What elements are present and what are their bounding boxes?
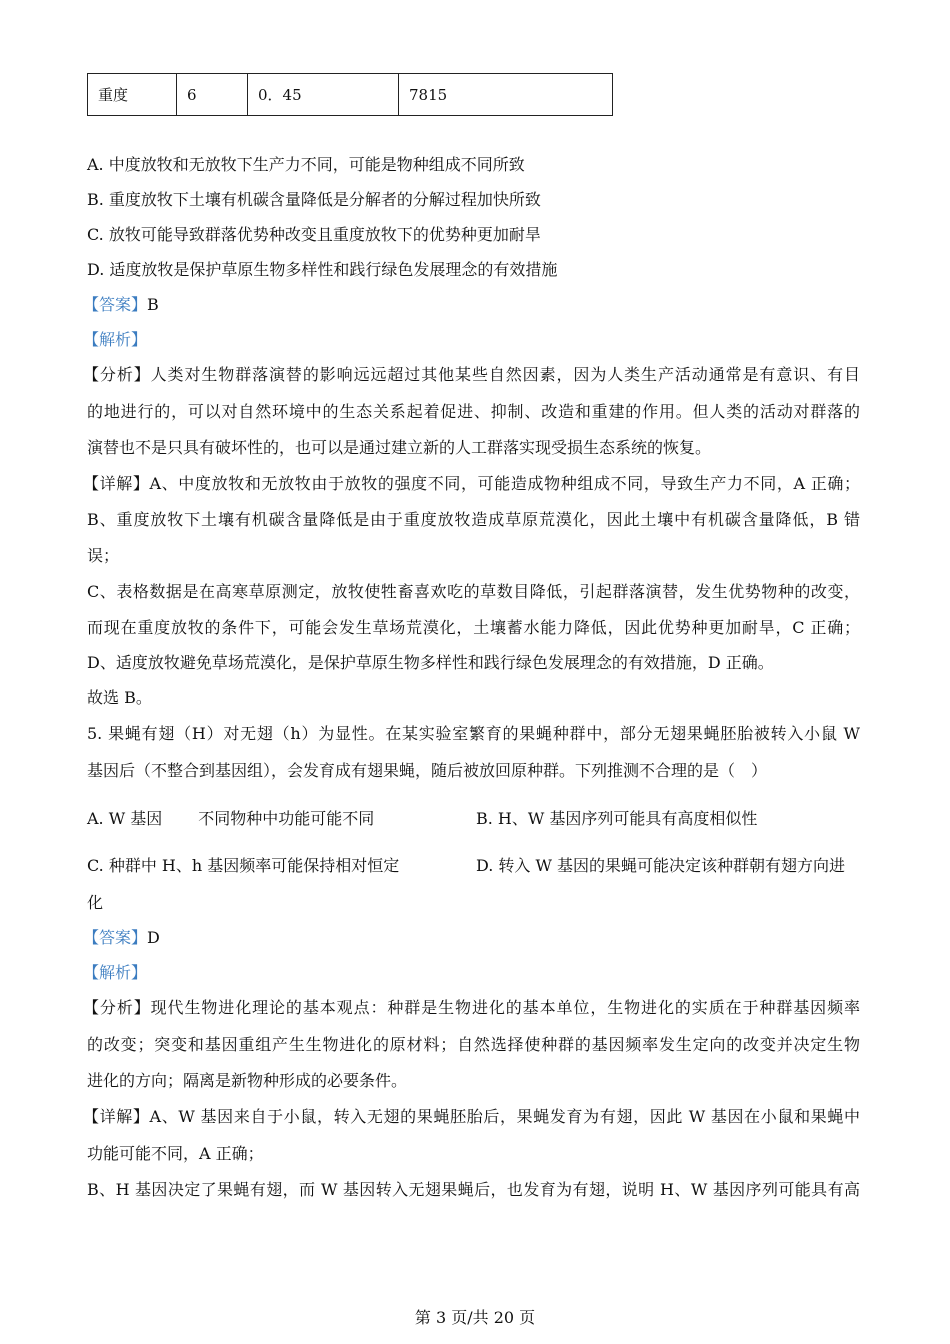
q4-xiangjie-line: C、表格数据是在高寒草原测定，放牧使牲畜喜欢吃的草数目降低，引起群落演替，发生优势物种的改变， xyxy=(87,582,860,601)
q5-xiangjie-line: B、H 基因决定了果蝇有翅，而 W 基因转入无翅果蝇后，也发育为有翅，说明 H、W 基因序列可能具有高 xyxy=(87,1180,860,1199)
option-a-text: 不同物种中功能可能不同 xyxy=(198,809,375,828)
q5-answer xyxy=(83,928,160,948)
q5-option-b: B. H、W 基因序列可能具有高度相似性 xyxy=(476,809,758,828)
q4-option-a: A. 中度放牧和无放牧下生产力不同，可能是物种组成不同所致 xyxy=(87,155,525,174)
q5-option-d: D. 转入 W 基因的果蝇可能决定该种群朝有翅方向进 xyxy=(476,856,846,875)
option-a-prefix: A. W 基因 xyxy=(87,809,163,828)
q5-xiangjie-line: 功能可能不同，A 正确； xyxy=(87,1144,264,1163)
q5-option-a xyxy=(87,809,374,829)
q4-xiangjie-line: B、重度放牧下土壤有机碳含量降低是由于重度放牧造成草原荒漠化，因此土壤中有机碳含量降低，B 错 xyxy=(87,510,860,529)
q5-fenxi-line: 【分析】现代生物进化理论的基本观点：种群是生物进化的基本单位，生物进化的实质在于种群基因频率 xyxy=(83,998,860,1017)
q5-fenxi-line: 的改变；突变和基因重组产生生物进化的原材料；自然选择使种群的基因频率发生定向的改变并决定生物 xyxy=(87,1035,860,1054)
table-cell: 0．45 xyxy=(248,74,399,116)
table-cell: 重度 xyxy=(88,74,177,116)
q4-option-d: D. 适度放牧是保护草原生物多样性和践行绿色发展理念的有效措施 xyxy=(87,260,558,279)
q5-stem-line: 5. 果蝇有翅（H）对无翅（h）为显性。在某实验室繁育的果蝇种群中，部分无翅果蝇胚胎被转入小鼠 W xyxy=(87,724,860,743)
q4-option-b: B. 重度放牧下土壤有机碳含量降低是分解者的分解过程加快所致 xyxy=(87,190,541,209)
table-cell: 7815 xyxy=(399,74,613,116)
q5-xiangjie-line: 【详解】A、W 基因来自于小鼠，转入无翅的果蝇胚胎后，果蝇发育为有翅，因此 W 基因在小鼠和果蝇中 xyxy=(83,1107,860,1126)
q4-xiangjie-line: 而现在重度放牧的条件下，可能会发生草场荒漠化，土壤蓄水能力降低，因此优势种更加耐旱，C 正确； xyxy=(87,618,860,637)
q4-analysis-label: 【解析】 xyxy=(83,330,148,349)
answer-label: 【答案】 xyxy=(83,928,148,947)
q4-xiangjie-line: D、适度放牧避免草场荒漠化，是保护草原生物多样性和践行绿色发展理念的有效措施，D 正确。 xyxy=(87,653,774,672)
q4-conclusion: 故选 B。 xyxy=(87,688,152,707)
q4-xiangjie-line: 误； xyxy=(87,546,120,565)
q4-option-c: C. 放牧可能导致群落优势种改变且重度放牧下的优势种更加耐旱 xyxy=(87,225,541,244)
answer-value: D xyxy=(147,928,160,947)
q4-fenxi-line: 演替也不是只具有破坏性的，也可以是通过建立新的人工群落实现受损生态系统的恢复。 xyxy=(87,438,712,457)
answer-label: 【答案】 xyxy=(83,295,148,314)
q5-analysis-label: 【解析】 xyxy=(83,963,148,982)
q4-fenxi-line: 【分析】人类对生物群落演替的影响远远超过其他某些自然因素，因为人类生产活动通常是有意识、有目 xyxy=(83,365,860,384)
q5-fenxi-line: 进化的方向；隔离是新物种形成的必要条件。 xyxy=(87,1071,408,1090)
q4-xiangjie-line: 【详解】A、中度放牧和无放牧由于放牧的强度不同，可能造成物种组成不同，导致生产力不同，A 正确； xyxy=(83,474,860,493)
table-cell: 6 xyxy=(177,74,248,116)
q5-stem-line: 基因后（不整合到基因组），会发育成有翅果蝇，随后被放回原种群。下列推测不合理的是（ ） xyxy=(87,761,768,780)
q5-option-c: C. 种群中 H、h 基因频率可能保持相对恒定 xyxy=(87,856,400,875)
data-table xyxy=(87,73,613,116)
q5-option-d-cont: 化 xyxy=(87,893,104,912)
answer-value: B xyxy=(147,295,159,314)
q4-answer xyxy=(83,295,159,315)
page-footer: 第 3 页/共 20 页 xyxy=(414,1308,536,1327)
table-row xyxy=(88,74,613,116)
q4-fenxi-line: 的地进行的，可以对自然环境中的生态关系起着促进、抑制、改造和重建的作用。但人类的活动对群落的 xyxy=(87,402,860,421)
